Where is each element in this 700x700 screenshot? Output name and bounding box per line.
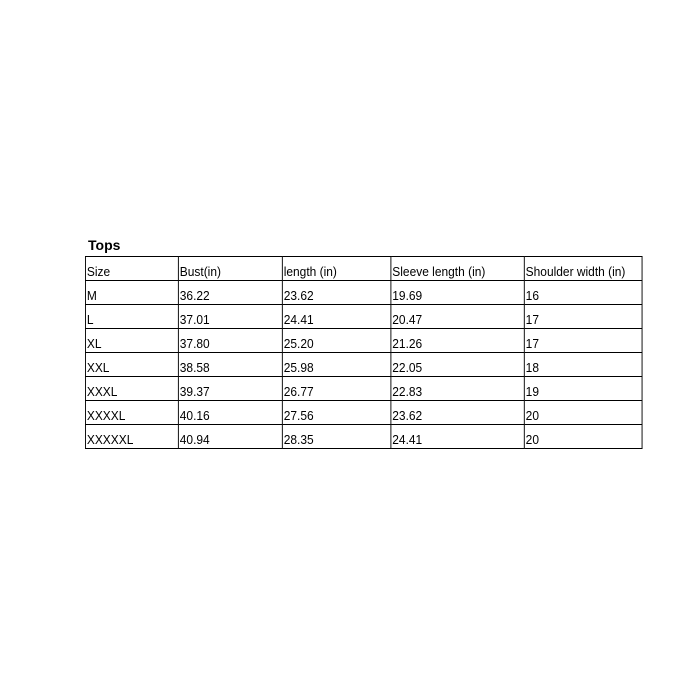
cell-bust: 37.80 bbox=[178, 329, 282, 353]
cell-shoulder-width: 17 bbox=[524, 305, 642, 329]
cell-size: M bbox=[85, 281, 178, 305]
table-row bbox=[85, 377, 642, 401]
cell-shoulder-width: 17 bbox=[524, 329, 642, 353]
cell-bust: 37.01 bbox=[178, 305, 282, 329]
cell-bust: 39.37 bbox=[178, 377, 282, 401]
cell-length: 24.41 bbox=[282, 305, 391, 329]
table-row bbox=[85, 305, 642, 329]
cell-sleeve-length: 20.47 bbox=[391, 305, 524, 329]
cell-shoulder-width: 18 bbox=[524, 353, 642, 377]
table-row bbox=[85, 329, 642, 353]
table-row bbox=[85, 425, 642, 449]
cell-shoulder-width: 20 bbox=[524, 401, 642, 425]
header-bust: Bust(in) bbox=[178, 257, 282, 281]
cell-length: 28.35 bbox=[282, 425, 391, 449]
cell-size: XXXL bbox=[85, 377, 178, 401]
cell-length: 25.98 bbox=[282, 353, 391, 377]
table-row bbox=[85, 281, 642, 305]
cell-bust: 36.22 bbox=[178, 281, 282, 305]
cell-sleeve-length: 23.62 bbox=[391, 401, 524, 425]
size-chart-table bbox=[85, 256, 643, 449]
table-header-row bbox=[85, 257, 642, 281]
header-sleeve-length: Sleeve length (in) bbox=[391, 257, 524, 281]
header-size: Size bbox=[85, 257, 178, 281]
cell-shoulder-width: 20 bbox=[524, 425, 642, 449]
cell-sleeve-length: 22.83 bbox=[391, 377, 524, 401]
cell-size: L bbox=[85, 305, 178, 329]
header-length: length (in) bbox=[282, 257, 391, 281]
cell-sleeve-length: 22.05 bbox=[391, 353, 524, 377]
cell-length: 26.77 bbox=[282, 377, 391, 401]
cell-sleeve-length: 21.26 bbox=[391, 329, 524, 353]
table-title: Tops bbox=[88, 237, 121, 253]
cell-size: XXXXL bbox=[85, 401, 178, 425]
cell-shoulder-width: 19 bbox=[524, 377, 642, 401]
cell-length: 27.56 bbox=[282, 401, 391, 425]
cell-sleeve-length: 19.69 bbox=[391, 281, 524, 305]
cell-bust: 38.58 bbox=[178, 353, 282, 377]
cell-length: 25.20 bbox=[282, 329, 391, 353]
cell-length: 23.62 bbox=[282, 281, 391, 305]
cell-bust: 40.16 bbox=[178, 401, 282, 425]
cell-size: XXXXXL bbox=[85, 425, 178, 449]
cell-size: XL bbox=[85, 329, 178, 353]
table-row bbox=[85, 353, 642, 377]
cell-sleeve-length: 24.41 bbox=[391, 425, 524, 449]
cell-shoulder-width: 16 bbox=[524, 281, 642, 305]
table-row bbox=[85, 401, 642, 425]
cell-size: XXL bbox=[85, 353, 178, 377]
cell-bust: 40.94 bbox=[178, 425, 282, 449]
header-shoulder-width: Shoulder width (in) bbox=[524, 257, 642, 281]
